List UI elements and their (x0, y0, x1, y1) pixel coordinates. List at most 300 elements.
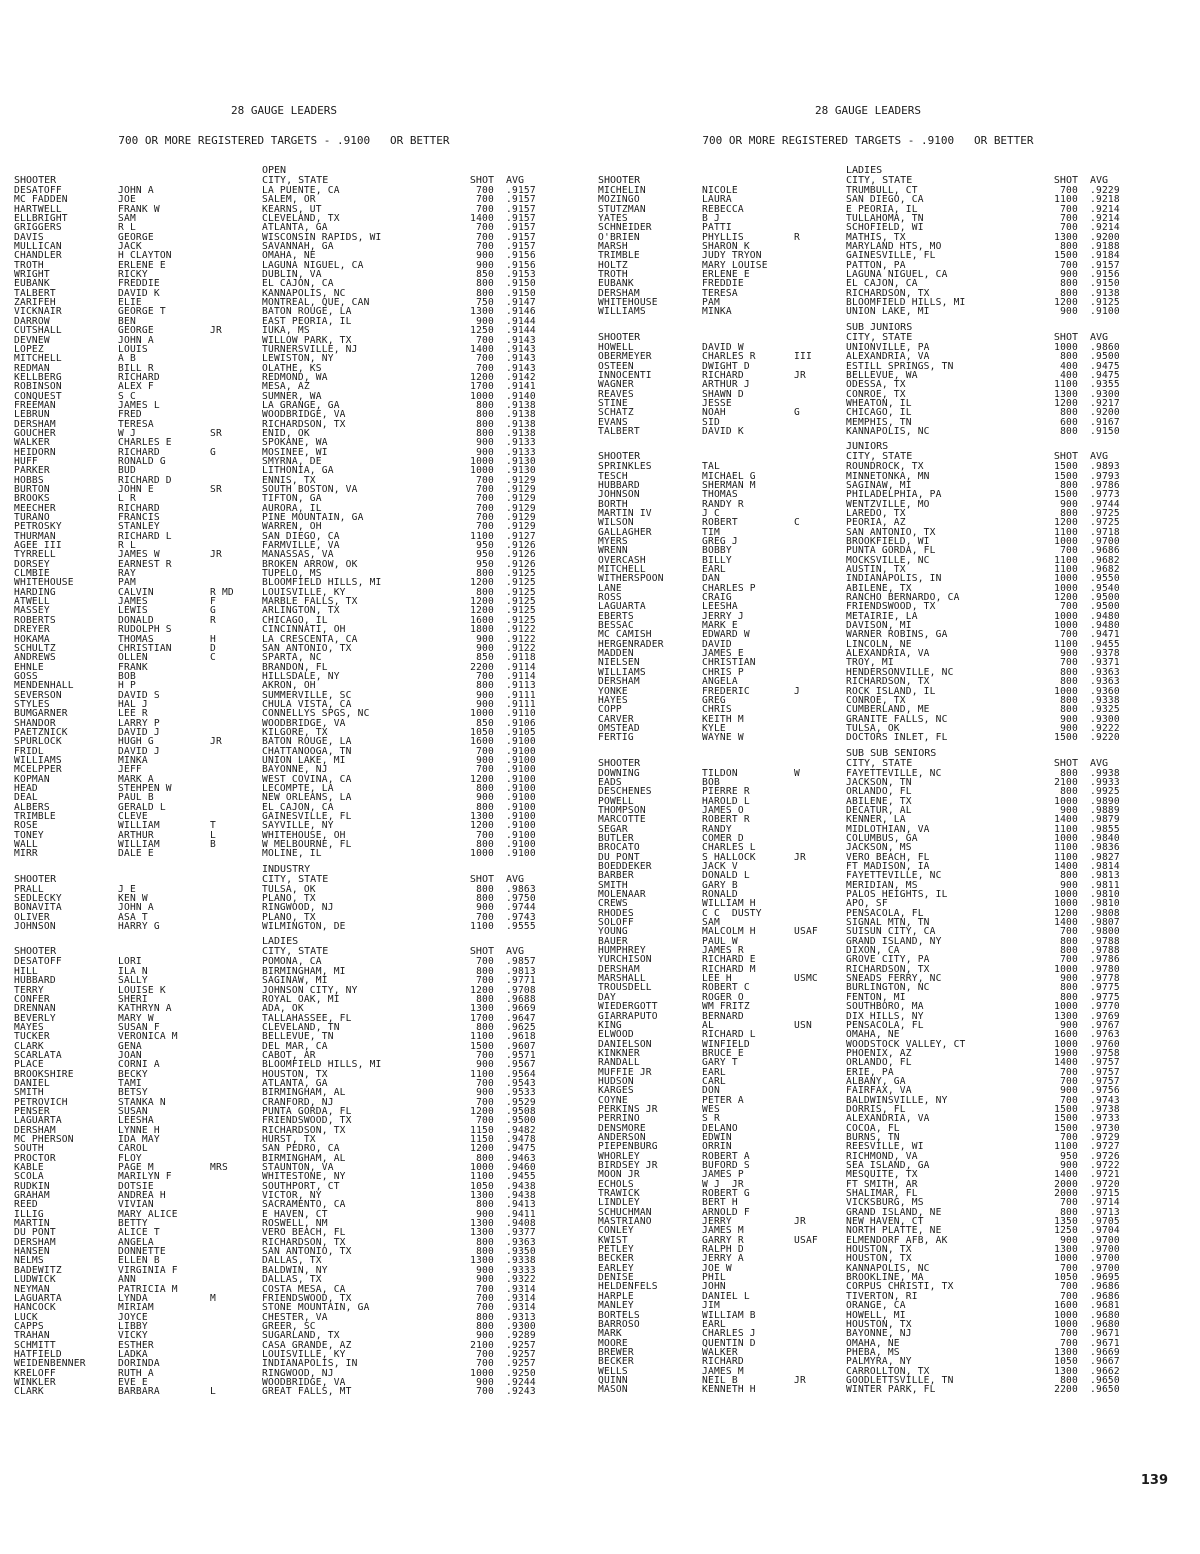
first-name: GARY T (702, 1057, 738, 1069)
shot-count: 700 (1060, 1262, 1078, 1274)
city-state: ABILENE, TX (846, 795, 912, 807)
shot-count: 700 (1060, 185, 1078, 196)
first-name: BETTY (118, 1218, 148, 1230)
shot-count: 700 (1060, 1066, 1078, 1078)
last-name: BURTON (14, 484, 50, 495)
first-name: RICHARD (118, 502, 160, 514)
average: .9647 (506, 1012, 536, 1024)
last-name: CARVER (598, 713, 634, 725)
first-name: R L (118, 540, 136, 552)
average: .9760 (1090, 1038, 1120, 1050)
average: .9100 (1090, 306, 1120, 318)
shot-count: 1300 (1054, 1010, 1078, 1022)
average: .9533 (506, 1087, 536, 1099)
first-name: RANDY R (702, 498, 744, 510)
average: .9938 (1090, 767, 1120, 779)
shot-count: 700 (476, 956, 494, 968)
last-name: WHITEHOUSE (14, 577, 74, 589)
average: .9786 (1090, 954, 1120, 966)
shot-count: 1150 (470, 1124, 494, 1136)
first-name: RONALD G (118, 455, 166, 467)
city-state: ELMENDORF AFB, AK (846, 1234, 948, 1246)
city-state: HENDERSONVILLE, NC (846, 666, 954, 678)
average: .9150 (1090, 278, 1120, 290)
city-state: RINGWOOD, NJ (262, 1367, 334, 1379)
average: .9229 (1090, 185, 1120, 196)
first-name: RICHARD M (702, 963, 756, 975)
average: .9113 (506, 680, 536, 692)
average: .9750 (506, 893, 536, 905)
name-suffix: L (210, 829, 216, 841)
first-name: WAYNE W (702, 732, 744, 744)
average: .9827 (1090, 851, 1120, 863)
city-state: LA CRESCENTA, CA (262, 633, 358, 645)
shot-count: 1200 (470, 773, 494, 785)
last-name: REDMAN (14, 362, 50, 374)
average: .9567 (506, 1059, 536, 1071)
last-name: MASSEY (14, 605, 50, 617)
shot-count: 900 (476, 1330, 494, 1342)
shot-count: 1500 (1054, 1122, 1078, 1134)
average: .9705 (1090, 1216, 1120, 1228)
first-name: ROGER O (702, 991, 744, 1003)
last-name: PERRINO (598, 1113, 640, 1125)
last-name: CLARK (14, 1386, 44, 1398)
city-state: BURLINGTON, NC (846, 982, 930, 994)
last-name: KOPMAN (14, 773, 50, 785)
name-suffix: JR (210, 736, 222, 748)
average: .9767 (1090, 1019, 1120, 1031)
city-state: TRUMBULL, CT (846, 185, 918, 196)
last-name: CREWS (598, 898, 628, 910)
first-name: MARK E (702, 620, 738, 632)
shot-count: 800 (1060, 351, 1078, 363)
name-suffix: SR (210, 484, 222, 495)
first-name: RICHARD (118, 446, 160, 458)
average: .9725 (1090, 517, 1120, 529)
first-name: DONALD L (702, 870, 750, 882)
average: .9681 (1090, 1300, 1120, 1312)
city-state: TULSA, OK (262, 883, 316, 895)
last-name: MARK (598, 1328, 622, 1340)
city-state: TIFTON, GA (262, 493, 322, 505)
city-state: SAN ANTONIO, TX (846, 526, 936, 538)
last-name: GIARRAPUTO (598, 1010, 658, 1022)
city-state: SCHOFIELD, WI (846, 222, 924, 234)
city-state: VERO BEACH, FL (262, 1227, 346, 1239)
last-name: WALKER (14, 437, 50, 449)
last-name: MIRR (14, 848, 38, 860)
last-name: DERSHAM (598, 676, 640, 688)
shot-count: 700 (476, 764, 494, 776)
average: .9773 (1090, 489, 1120, 501)
average: .9726 (1090, 1150, 1120, 1162)
last-name: BORTELS (598, 1309, 640, 1321)
shot-count: 1400 (1054, 814, 1078, 826)
average: .9144 (506, 315, 536, 327)
first-name: JEFF (118, 764, 142, 776)
shot-count: 700 (476, 1115, 494, 1127)
shot-count: 700 (476, 975, 494, 987)
average: .9793 (1090, 470, 1120, 482)
shot-count: 1300 (470, 1218, 494, 1230)
city-state: MIDLOTHIAN, VA (846, 823, 930, 835)
first-name: BOBBY (702, 545, 732, 557)
first-name: JOHN A (118, 902, 154, 914)
first-name: MARILYN F (118, 1171, 172, 1183)
last-name: DESATOFF (14, 956, 62, 968)
first-name: RUTH A (118, 1367, 154, 1379)
city-state: PEORIA, AZ (846, 517, 906, 529)
last-name: TALBERT (598, 425, 640, 437)
average: .9700 (1090, 536, 1120, 547)
shot-count: 1100 (470, 1068, 494, 1080)
first-name: THOMAS (118, 633, 154, 645)
first-name: LEE R (118, 708, 148, 720)
last-name: TALBERT (14, 287, 56, 299)
last-name: BARROSO (598, 1318, 640, 1330)
last-name: BEVERLY (14, 1012, 56, 1024)
header-city-state: CITY, STATE (846, 451, 913, 463)
first-name: GERALD L (118, 801, 166, 813)
shot-count: 1250 (470, 325, 494, 337)
header-shot: SHOT (469, 175, 494, 186)
first-name: BECKY (118, 1068, 148, 1080)
shot-count: 800 (476, 399, 494, 411)
last-name: SCHNEIDER (598, 222, 652, 234)
city-state: EL CAJON, CA (262, 278, 334, 290)
first-name: SHARON K (702, 241, 750, 253)
first-name: JERRY A (702, 1253, 744, 1265)
city-state: SAN DIEGO, CA (846, 194, 924, 206)
average: .9371 (1090, 657, 1120, 669)
first-name: JERRY (702, 1216, 732, 1228)
shot-count: 1300 (1054, 231, 1078, 243)
last-name: KELLBERG (14, 371, 62, 383)
last-name: YATES (598, 213, 628, 225)
city-state: DALLAS, TX (262, 1274, 322, 1286)
last-name: PETLEY (598, 1244, 634, 1256)
header-shot: SHOT (1053, 451, 1078, 463)
last-name: JOHNSON (14, 921, 56, 933)
city-state: ALEXANDRIA, VA (846, 351, 930, 363)
shot-count: 1000 (1054, 610, 1078, 622)
first-name: W J JR (702, 1178, 744, 1190)
first-name: GEORGE T (118, 306, 166, 318)
first-name: GEORGE (118, 231, 154, 243)
first-name: WILLIAM (118, 820, 160, 832)
shot-count: 800 (476, 883, 494, 895)
city-state: AURORA, IL (262, 502, 322, 514)
last-name: WAGNER (598, 379, 634, 391)
city-state: KEARNS, UT (262, 203, 322, 215)
shot-count: 600 (1060, 416, 1078, 428)
shot-count: 1500 (1054, 732, 1078, 744)
first-name: FLOY (118, 1152, 142, 1164)
name-suffix: G (210, 605, 216, 617)
first-name: LEESHA (118, 1115, 154, 1127)
average: .9314 (506, 1302, 536, 1314)
last-name: SCHATZ (598, 407, 634, 419)
first-name: RICHARD E (702, 954, 756, 966)
city-state: CABOT, AR (262, 1049, 316, 1061)
first-name: JAMES M (702, 1365, 744, 1377)
shot-count: 700 (476, 670, 494, 682)
last-name: WELLS (598, 1365, 628, 1377)
city-state: WILMINGTON, DE (262, 921, 346, 933)
city-state: DOCTORS INLET, FL (846, 732, 948, 744)
header-shooter: SHOOTER (598, 331, 641, 343)
city-state: TIVERTON, RI (846, 1290, 918, 1302)
last-name: THOMPSON (598, 804, 646, 816)
average: .9857 (506, 956, 536, 968)
city-state: BAYONNE, NJ (262, 764, 328, 776)
first-name: BILLY (702, 554, 732, 566)
average: .9100 (506, 754, 536, 766)
shot-count: 800 (476, 1152, 494, 1164)
first-name: PETER A (702, 1094, 744, 1106)
city-state: HOUSTON, TX (846, 1253, 912, 1265)
first-name: CHARLES P (702, 582, 756, 594)
shot-count: 1050 (470, 726, 494, 738)
last-name: LAGUARTA (598, 601, 646, 613)
last-name: PERKINS JR (598, 1103, 658, 1115)
shot-count: 700 (476, 353, 494, 365)
shot-count: 800 (1060, 694, 1078, 706)
first-name: PIERRE R (702, 786, 750, 798)
first-name: STEHPEN W (118, 783, 172, 794)
average: .9540 (1090, 582, 1120, 594)
first-name: JAMES M (702, 1225, 744, 1237)
shot-count: 700 (476, 1348, 494, 1360)
last-name: TRAHAN (14, 1330, 50, 1342)
city-state: SPARTA, NC (262, 652, 322, 664)
first-name: LEE H (702, 973, 732, 985)
shot-count: 700 (476, 512, 494, 524)
last-name: BROOKS (14, 493, 50, 505)
shot-count: 700 (476, 1386, 494, 1398)
last-name: BECKER (598, 1253, 634, 1265)
city-state: UNIONVILLE, PA (846, 341, 930, 353)
first-name: MARY LOUISE (702, 259, 768, 271)
average: .9125 (1090, 297, 1120, 309)
first-name: BEN (118, 315, 136, 327)
average: .9810 (1090, 889, 1120, 901)
city-state: FT MADISON, IA (846, 861, 930, 872)
city-state: FRIENDSWOOD, TX (262, 1115, 352, 1127)
first-name: CHRIS P (702, 666, 744, 678)
shot-count: 900 (476, 689, 494, 701)
city-state: MERIDIAN, MS (846, 879, 918, 891)
header-city-state: CITY, STATE (262, 873, 329, 885)
first-name: JOHN (702, 1281, 726, 1293)
shot-count: 1300 (470, 1003, 494, 1015)
last-name: ROBINSON (14, 381, 62, 393)
last-name: WINKLER (14, 1376, 56, 1388)
last-name: THURMAN (14, 530, 56, 542)
average: .9571 (506, 1049, 536, 1061)
shot-count: 1000 (470, 1162, 494, 1174)
average: .9378 (1090, 648, 1120, 660)
last-name: ATWELL (14, 596, 50, 608)
shot-count: 1200 (470, 605, 494, 617)
first-name: MIRIAM (118, 1302, 154, 1314)
section-title-text: INDUSTRY (262, 863, 311, 875)
first-name: ROBERT R (702, 814, 750, 826)
shot-count: 700 (1060, 601, 1078, 613)
average: .9714 (1090, 1197, 1120, 1209)
average: .9758 (1090, 1047, 1120, 1059)
first-name: ILA N (118, 965, 148, 977)
shot-count: 700 (476, 745, 494, 757)
last-name: HELDENFELS (598, 1281, 658, 1293)
average: .9893 (1090, 461, 1120, 473)
first-name: ARTHUR (118, 829, 154, 841)
first-name: OLLEN (118, 652, 148, 664)
shot-count: 1500 (1054, 461, 1078, 473)
average: .9157 (506, 194, 536, 206)
last-name: BUMGARNER (14, 708, 68, 720)
first-name: SHERMAN M (702, 479, 756, 491)
average: .9860 (1090, 341, 1120, 353)
average: .9106 (506, 717, 536, 729)
average: .9460 (506, 1162, 536, 1174)
first-name: PAM (118, 577, 136, 589)
city-state: SPOKANE, WA (262, 437, 328, 449)
last-name: KWIST (598, 1234, 628, 1246)
shot-count: 1100 (1054, 564, 1078, 576)
last-name: HOKAMA (14, 633, 50, 645)
average: .9325 (1090, 704, 1120, 716)
name-suffix: JR (794, 851, 806, 863)
first-name: LADKA (118, 1348, 148, 1360)
first-name: FRANCIS (118, 512, 160, 524)
shot-count: 1900 (1054, 1047, 1078, 1059)
first-name: JOHN A (118, 185, 154, 196)
average: .9100 (506, 792, 536, 804)
last-name: SCHUCHMAN (598, 1206, 652, 1218)
first-name: CHRISTIAN (118, 642, 172, 654)
average: .9788 (1090, 945, 1120, 957)
average: .9111 (506, 698, 536, 710)
average: .9925 (1090, 786, 1120, 798)
city-state: ALEXANDRIA, VA (846, 648, 930, 660)
last-name: CONFER (14, 993, 50, 1005)
first-name: THOMAS (702, 489, 738, 501)
table-row (598, 427, 1138, 436)
average: .9146 (506, 306, 536, 318)
last-name: SCHULTZ (14, 642, 56, 654)
city-state: SMYRNA, DE (262, 455, 322, 467)
first-name: FRANK W (118, 203, 160, 215)
shot-count: 800 (476, 965, 494, 977)
first-name: SALLY (118, 975, 148, 987)
average: .9156 (506, 250, 536, 262)
city-state: RICHARDSON, TX (262, 418, 346, 430)
city-state: MONTREAL, QUE, CAN (262, 297, 370, 309)
first-name: GARRY R (702, 1234, 744, 1246)
first-name: JUDY TRYON (702, 250, 762, 262)
last-name: NIELSEN (598, 657, 640, 669)
first-name: BOB (118, 670, 136, 682)
city-state: COLUMBUS, GA (846, 832, 918, 844)
shot-count: 700 (1060, 1281, 1078, 1293)
first-name: KEN W (118, 893, 148, 905)
first-name: EDWARD W (702, 629, 750, 641)
last-name: WEIDENBENNER (14, 1358, 86, 1370)
city-state: HOUSTON, TX (846, 1318, 912, 1330)
average: .9650 (1090, 1374, 1120, 1386)
city-state: SHALIMAR, FL (846, 1188, 918, 1200)
city-state: CLEVELAND, TN (262, 1021, 340, 1033)
average: .9744 (506, 902, 536, 914)
average: .9855 (1090, 823, 1120, 835)
city-state: BRANDON, FL (262, 661, 328, 673)
name-suffix: III (794, 351, 812, 363)
city-state: RICHARDSON, TX (846, 676, 930, 688)
shot-count: 1000 (1054, 620, 1078, 632)
average: .9200 (1090, 231, 1120, 243)
first-name: JACK V (702, 861, 738, 872)
first-name: J C (702, 507, 720, 519)
name-suffix: J (794, 685, 800, 697)
first-name: SAM (118, 213, 136, 225)
city-state: SACRAMENTO, CA (262, 1199, 346, 1211)
last-name: ANDERSON (598, 1131, 646, 1143)
city-state: VERO BEACH, FL (846, 851, 930, 863)
average: .9157 (506, 185, 536, 196)
average: .9355 (1090, 379, 1120, 391)
first-name: KYLE (702, 722, 726, 734)
average: .9300 (1090, 713, 1120, 725)
city-state: BROKEN ARROW, OK (262, 558, 358, 570)
last-name: LANE (598, 582, 622, 594)
city-state: TULSA, OK (846, 722, 900, 734)
average: .9222 (1090, 722, 1120, 734)
header-city-state: CITY, STATE (262, 175, 329, 186)
last-name: KINKNER (598, 1047, 640, 1059)
average: .9141 (506, 381, 536, 393)
last-name: REAVES (598, 388, 634, 400)
shot-count: 800 (476, 278, 494, 290)
city-state: PENSACOLA, FL (846, 1019, 924, 1031)
last-name: PETROVICH (14, 1096, 68, 1108)
city-state: SOUTH BOSTON, VA (262, 484, 358, 495)
first-name: S HALLOCK (702, 851, 756, 863)
average: .9100 (506, 839, 536, 851)
shot-count: 700 (476, 241, 494, 253)
first-name: RICHARD L (118, 530, 172, 542)
first-name: KEITH M (702, 713, 744, 725)
shot-count: 900 (1060, 269, 1078, 281)
average: .9257 (506, 1358, 536, 1370)
first-name: FRED (118, 409, 142, 421)
city-state: CLEVELAND, TX (262, 213, 340, 225)
first-name: WM FRITZ (702, 1001, 750, 1013)
shot-count: 900 (1060, 1019, 1078, 1031)
shot-count: 1050 (470, 1180, 494, 1192)
shot-count: 900 (1060, 713, 1078, 725)
average: .9100 (506, 811, 536, 823)
first-name: C C DUSTY (702, 907, 762, 919)
city-state: EL CAJON, CA (262, 801, 334, 813)
first-name: LEESHA (702, 601, 738, 613)
last-name: BOEDDEKER (598, 861, 652, 872)
shot-count: 800 (476, 1199, 494, 1211)
city-state: PATTON, PA (846, 259, 906, 271)
last-name: MARSHALL (598, 973, 646, 985)
shot-count: 950 (1060, 1150, 1078, 1162)
